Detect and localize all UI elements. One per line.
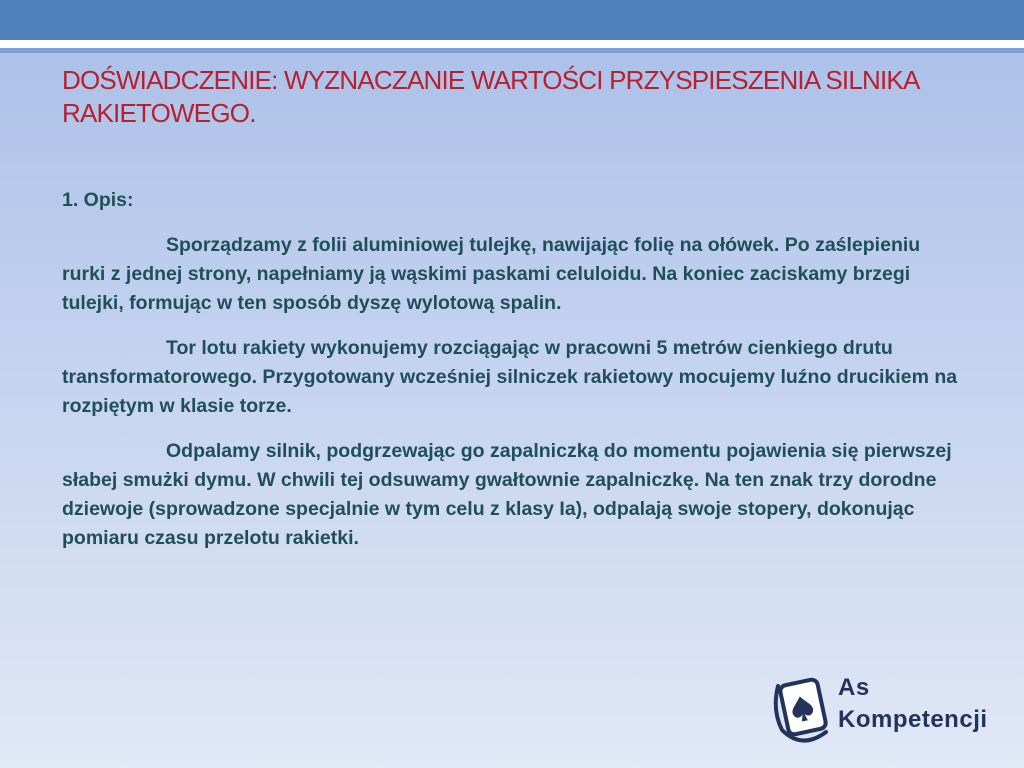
slide-title: DOŚWIADCZENIE: WYZNACZANIE WARTOŚCI PRZYSPIESZENIA SILNIKA RAKIETOWEGO.	[62, 65, 919, 128]
section-heading: 1. Opis:	[62, 189, 134, 211]
paragraph-1: Sporządzamy z folii aluminiowej tulejkę, nawijając folię na ołówek. Po zaślepieniu rurki z jednej strony, napełniamy ją wąskimi paskami celuloidu. Na koniec zaciskamy brzegi tulejki, formując w ten sposób dyszę wylotową spalin.	[62, 234, 921, 314]
card-spade-icon	[768, 674, 834, 746]
header-divider	[0, 40, 1024, 48]
logo-line-1: As	[838, 674, 870, 701]
header-divider-accent	[0, 48, 1024, 53]
logo-line-2: Kompetencji	[838, 706, 988, 733]
logo-text	[838, 672, 988, 736]
header-bar	[0, 0, 1024, 40]
paragraph-3: Odpalamy silnik, podgrzewając go zapalniczką do momentu pojawienia się pierwszej słabej smużki dymu. W chwili tej odsuwamy gwałtownie zapalniczkę. Na ten znak trzy dorodne dziewoje (sprowadzone specjalnie w tym celu z klasy Ia), odpalają swoje stopery, dokonując pomiaru czasu przelotu rakietki.	[62, 440, 952, 549]
paragraph-2: Tor lotu rakiety wykonujemy rozciągając w pracowni 5 metrów cienkiego drutu transformatorowego. Przygotowany wcześniej silniczek rakietowy mocujemy luźno drucikiem na rozpiętym w klasie torze.	[62, 337, 958, 417]
as-kompetencji-logo	[768, 672, 998, 748]
slide-content	[62, 186, 962, 569]
